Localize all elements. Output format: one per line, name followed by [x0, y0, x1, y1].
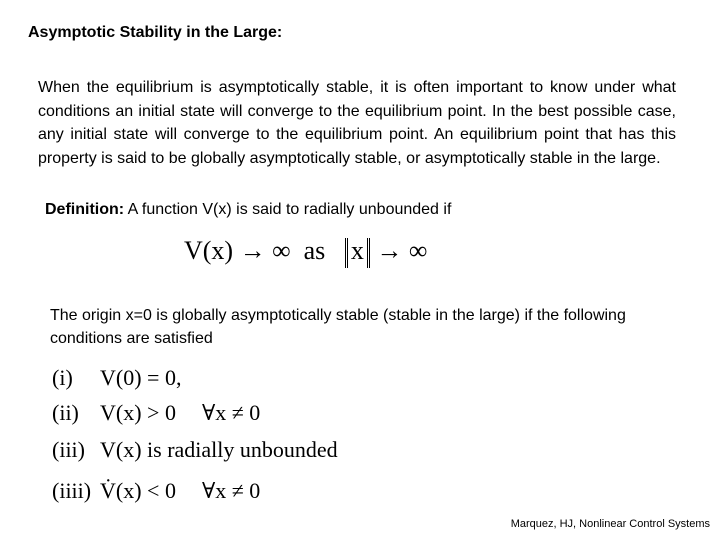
condition-expr: V(x) is radially unbounded	[100, 437, 338, 462]
definition-text: A function V(x) is said to radially unbounded if	[124, 201, 452, 218]
formula-arrow-1: →	[239, 236, 266, 265]
condition-3	[52, 437, 338, 463]
formula-infinity-2: ∞	[408, 236, 428, 265]
condition-4	[52, 478, 260, 504]
formula-as: as	[303, 236, 326, 265]
slide-title: Asymptotic Stability in the Large:	[28, 24, 283, 41]
condition-index: (iii)	[52, 437, 85, 462]
condition-2	[52, 400, 260, 426]
condition-expr: V(x) > 0	[100, 400, 176, 425]
formula-arrow-2: →	[376, 236, 403, 265]
definition-label: Definition:	[45, 201, 125, 218]
condition-expr: V̇(x) < 0	[100, 478, 176, 503]
condition-index: (ii)	[52, 400, 79, 425]
formula-infinity-1: ∞	[272, 236, 291, 265]
condition-quantifier: ∀x ≠ 0	[201, 400, 261, 425]
source-credit: Marquez, HJ, Nonlinear Control Systems	[510, 518, 710, 530]
formula-lhs: V(x)	[184, 236, 234, 265]
origin-paragraph: The origin x=0 is globally asymptotically stable (stable in the large) if the following conditions are satisfied	[50, 307, 626, 347]
definition-formula	[184, 236, 427, 268]
condition-index: (iiii)	[52, 478, 92, 503]
condition-index: (i)	[52, 365, 73, 390]
intro-paragraph: When the equilibrium is asymptotically stable, it is often important to know under what conditions an initial state will converge to the equilibrium point. In the best possible case, any initial state will converge to the equilibrium point. An equilibrium point that has this property is said to be globally asymptotically stable, or asymptotically stable in the large.	[38, 79, 676, 167]
condition-expr: V(0) = 0,	[100, 365, 182, 390]
condition-1	[52, 365, 181, 391]
definition-line	[45, 201, 451, 219]
condition-quantifier: ∀x ≠ 0	[201, 478, 261, 503]
formula-norm: x	[345, 238, 370, 268]
